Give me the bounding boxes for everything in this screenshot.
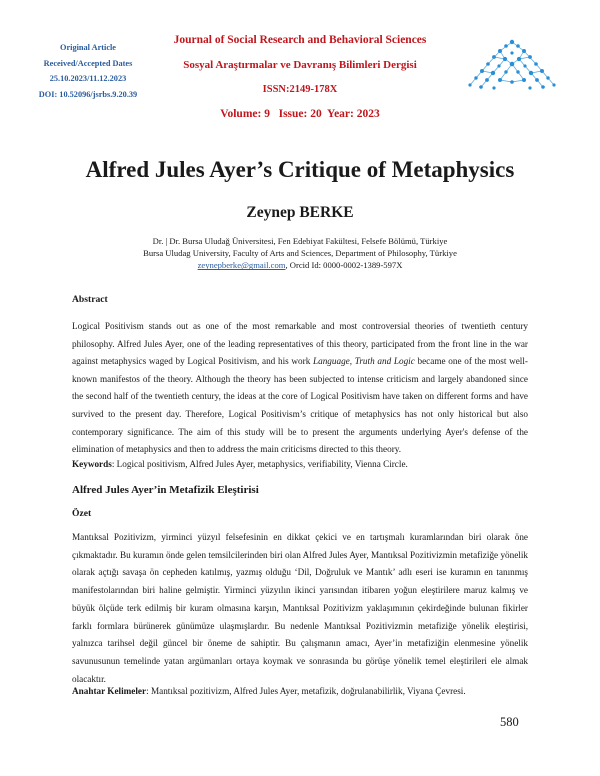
abstract-text — [72, 318, 528, 459]
abstract-heading: Abstract — [72, 294, 108, 305]
ozet-heading: Özet — [72, 508, 92, 519]
page-number: 580 — [500, 715, 519, 729]
keywords: : Logical positivism, Alfred Jules Ayer, metaphysics, verifiability, Vienna Circle. — [111, 459, 408, 469]
journal-title-en: Journal of Social Research and Behavioral Sciences — [173, 34, 427, 46]
dates-label: Received/Accepted Dates — [43, 58, 133, 68]
orcid: , Orcid Id: 0000-0002-1389-597X — [285, 260, 403, 271]
contact-line — [0, 259, 600, 271]
dates: 25.10.2023/11.12.2023 — [49, 74, 127, 83]
book-title: Language, Truth and Logic — [313, 356, 415, 367]
anahtar-kelimeler-label: Anahtar Kelimeler — [72, 686, 147, 696]
keywords-line — [72, 459, 528, 469]
anahtar-kelimeler-line — [72, 686, 528, 696]
doi: DOI: 10.52096/jsrbs.9.20.39 — [38, 89, 138, 99]
abstract-text-part-2: became one of the most well-known manifestos of the theory. Although the theory has been subjected to intense criticism and largely abandoned since the second half of the twentieth century, the ideas at the core of Logical Positivism have taken on different forms and have survived to the present day. Therefore, Logical Positivism’s critique of metaphysics has not only historical but also contemporary significance. The aim of this study will be to present the arguments underlying Ayer's defense of the elimination of metaphysics and then to address the main criticisms directed to this theory. — [72, 356, 528, 455]
affiliation-en: Bursa Uludag University, Faculty of Arts and Sciences, Department of Philosophy, Türkiye — [143, 248, 457, 259]
affiliation-tr: Dr. | Dr. Bursa Uludağ Üniversitesi, Fen Edebiyat Fakültesi, Felsefe Bölümü, Türkiye — [152, 236, 448, 246]
article-meta — [28, 40, 148, 102]
anahtar-kelimeler: : Mantıksal pozitivizm, Alfred Jules Ayer, metafizik, doğrulanabilirlik, Viyana Çevresi. — [146, 686, 466, 696]
journal-title-tr: Sosyal Araştırmalar ve Davranış Bilimleri Dergisi — [183, 59, 417, 71]
article-title: Alfred Jules Ayer’s Critique of Metaphysics — [85, 157, 515, 182]
ozet-text: Mantıksal Pozitivizm, yirminci yüzyıl felsefesinin en dikkat çekici ve en tartışmalı kuramlarından biri olarak öne çıkmaktadır. Bu kuramın önde gelen temsilcilerinden biri olan Alfred Jules Ayer, Mantıksal Pozitivizmin metafiziğe yönelik olarak açtığı savaşa ön cepheden katılmış, yazmış olduğu ‘Dil, Doğruluk ve Mantık’ adlı eseri ise kuramın en tanınmış manifestolarından biri haline gelmiştir. Yirminci yüzyılın ikinci yarısından itibaren yoğun eleştirilere maruz kalmış ve büyük ölçüde terk edilmiş bir kuram olmasına karşın, Mantıksal Pozitivizm yaklaşımının çekirdeğinde bulunan fikirler farklı formlara bürünerek günümüze ulaşmışlardır. Bu nedenle Mantıksal Pozitivizmin metafiziğe yönelik eleştirisi, yalnızca tarihsel değil güncel bir öneme de sahiptir. Bu çalışmanın amacı, Ayer’in metafiziğin elenmesine yönelik savunusunun temelinde yatan argümanları ortaya koymak ve sonrasında bu görüşe yönelik temel eleştirileri ele almak olacaktır. — [72, 532, 528, 684]
keywords-label: Keywords — [72, 459, 112, 469]
email-link[interactable]: zeynepberke@gmail.com — [197, 260, 286, 271]
abstract-text-part-1: Logical Positivism stands out as one of the most remarkable and most controversial theories of twentieth century philosophy. Alfred Jules Ayer, one of the leading representatives of this theory, participated from the front line in the war against metaphysics waged by Logical Positivism, and his work — [72, 321, 528, 367]
author-name: Zeynep BERKE — [246, 204, 354, 221]
turkish-title: Alfred Jules Ayer’in Metafizik Eleştirisi — [72, 484, 259, 496]
affiliation — [0, 235, 600, 272]
journal-logo-icon — [452, 26, 572, 102]
article-type: Original Article — [60, 43, 116, 52]
volume-line: Volume: 9 Issue: 20 Year: 2023 — [220, 108, 380, 120]
issn: ISSN:2149-178X — [262, 84, 338, 95]
